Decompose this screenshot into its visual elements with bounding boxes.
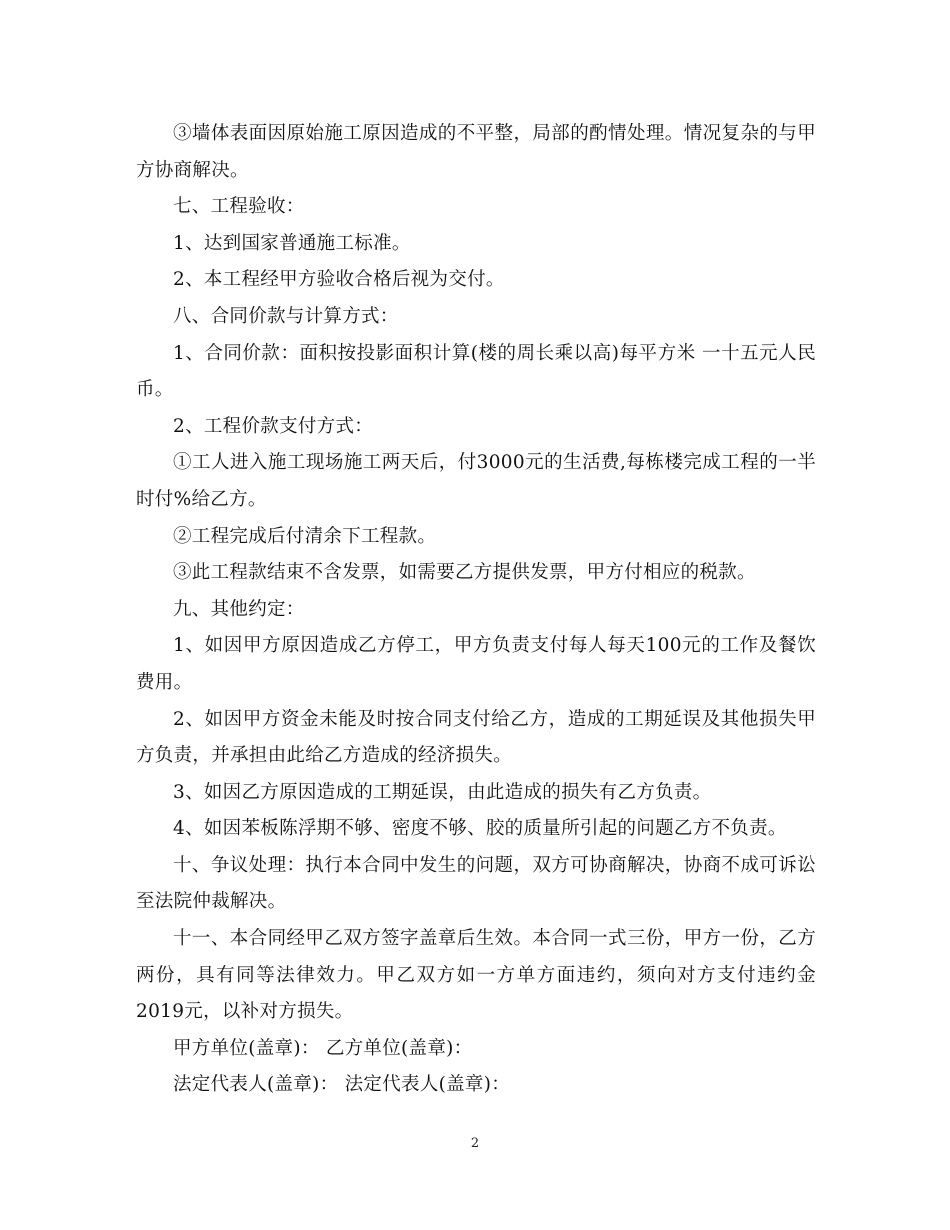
paragraph: 十一、本合同经甲乙双方签字盖章后生效。本合同一式三份，甲方一份，乙方两份，具有同等法律效力。甲乙双方如一方单方面违约，须向对方支付违约金2019元，以补对方损失。 [136, 928, 816, 1023]
document-body [136, 116, 816, 1104]
page-number: 2 [470, 1136, 480, 1151]
paragraph: 1、如因甲方原因造成乙方停工，甲方负责支付每人每天100元的工作及餐饮费用。 [136, 635, 816, 693]
paragraph: ③墙体表面因原始施工原因造成的不平整，局部的酌情处理。情况复杂的与甲方协商解决。 [136, 123, 816, 181]
paragraph: 2、如因甲方资金未能及时按合同支付给乙方，造成的工期延误及其他损失甲方负责，并承担由此给乙方造成的经济损失。 [136, 708, 816, 767]
paragraph: 1、达到国家普通施工标准。 [173, 232, 411, 254]
signature-line-units: 甲方单位(盖章)： 乙方单位(盖章)： [173, 1037, 473, 1059]
signature-line-representatives: 法定代表人(盖章)： 法定代表人(盖章)： [173, 1074, 511, 1096]
section-heading: 九、其他约定： [173, 598, 305, 620]
paragraph: 1、合同价款：面积按投影面积计算(楼的周长乘以高)每平方米 一十五元人民币。 [136, 342, 816, 401]
section-heading: 八、合同价款与计算方式： [173, 305, 399, 327]
paragraph: 十、争议处理：执行本合同中发生的问题，双方可协商解决，协商不成可诉讼至法院仲裁解决。 [136, 854, 816, 913]
section-heading: 七、工程验收： [173, 196, 305, 218]
paragraph: 3、如因乙方原因造成的工期延误，由此造成的损失有乙方负责。 [173, 781, 712, 803]
paragraph: ②工程完成后付清余下工程款。 [173, 525, 437, 547]
paragraph: 2、本工程经甲方验收合格后视为交付。 [173, 269, 505, 291]
paragraph: 2、工程价款支付方式： [173, 415, 374, 437]
paragraph: ①工人进入施工现场施工两天后，付3000元的生活费,每栋楼完成工程的一半时付%给乙方。 [136, 452, 816, 510]
paragraph: 4、如因苯板陈浮期不够、密度不够、胶的质量所引起的问题乙方不负责。 [173, 818, 787, 840]
paragraph: ③此工程款结束不含发票，如需要乙方提供发票，甲方付相应的税款。 [173, 562, 756, 584]
